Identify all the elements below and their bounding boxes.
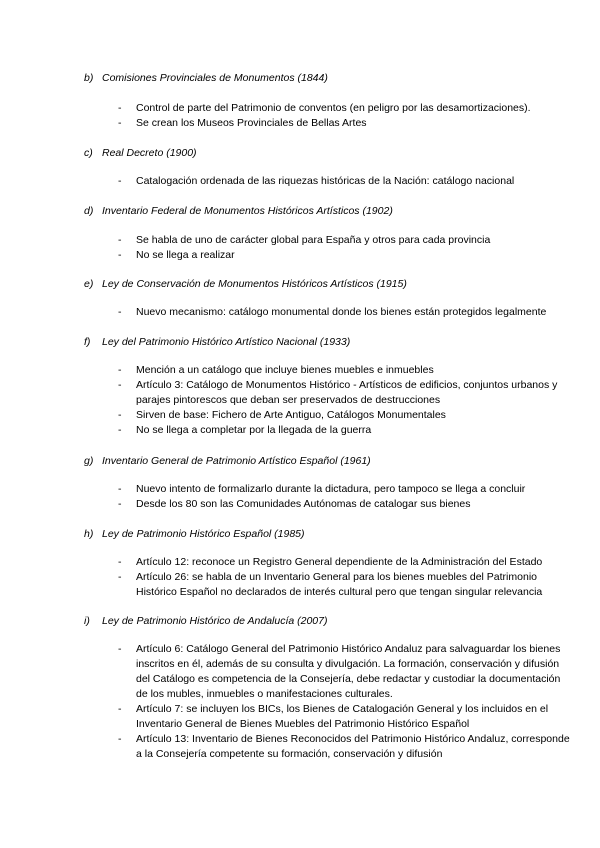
list-item	[0, 305, 600, 320]
list-item-text: Artículo 7: se incluyen los BICs, los Bienes de Catalogación General y los incluidos en el Inventario General de Bienes Muebles del Patrimonio Histórico Español	[136, 703, 549, 730]
section-letter: c)	[84, 147, 93, 159]
dash-bullet: -	[118, 643, 122, 655]
dash-bullet: -	[118, 234, 122, 246]
section-heading	[0, 203, 600, 219]
list-item-text: Artículo 12: reconoce un Registro General dependiente de la Administración del Estado	[136, 556, 543, 568]
bullet-list	[0, 482, 600, 512]
list-item-text: Mención a un catálogo que incluye bienes muebles e inmuebles	[136, 364, 434, 376]
section-letter: f)	[84, 336, 91, 348]
bullet-list	[0, 174, 600, 189]
section-heading	[0, 526, 600, 542]
section-f	[0, 334, 600, 436]
bullet-list	[0, 305, 600, 320]
list-item-text: Control de parte del Patrimonio de conventos (en peligro por las desamortizaciones).	[136, 102, 531, 114]
dash-bullet: -	[118, 556, 122, 568]
list-item	[0, 642, 600, 702]
list-item	[0, 702, 600, 732]
section-title: Ley de Patrimonio Histórico Español (1985)	[102, 528, 305, 540]
section-title: Ley de Patrimonio Histórico de Andalucía (2007)	[102, 615, 328, 627]
list-item-text: Artículo 13: Inventario de Bienes Reconocidos del Patrimonio Histórico Andaluz, corresponde a la Consejería competente su formación, conservación y difusión	[136, 733, 570, 760]
list-item	[0, 101, 600, 116]
section-c	[0, 145, 600, 187]
list-item-text: Artículo 6: Catálogo General del Patrimonio Histórico Andaluz para salvaguardar los bienes inscritos en él, además de su consulta y divulgación. La formación, conservación y difusión del Catálogo es competencia de la Consejería, debe redactar y custodiar la documentación de los mubles, inmuebles o manifestaciones culturales.	[136, 643, 561, 700]
section-d	[0, 203, 600, 261]
list-item-text: Sirven de base: Fichero de Arte Antiguo, Catálogos Monumentales	[136, 409, 446, 421]
section-heading	[0, 70, 600, 86]
dash-bullet: -	[118, 102, 122, 114]
dash-bullet: -	[118, 117, 122, 129]
list-item-text: No se llega a realizar	[136, 249, 235, 261]
dash-bullet: -	[118, 409, 122, 421]
dash-bullet: -	[118, 571, 122, 583]
bullet-list	[0, 363, 600, 438]
list-item	[0, 248, 600, 263]
list-item	[0, 555, 600, 570]
section-title: Ley de Conservación de Monumentos Históricos Artísticos (1915)	[102, 278, 407, 290]
list-item-text: Se crean los Museos Provinciales de Bellas Artes	[136, 117, 367, 129]
dash-bullet: -	[118, 424, 122, 436]
list-item	[0, 408, 600, 423]
list-item	[0, 482, 600, 497]
section-title: Real Decreto (1900)	[102, 147, 197, 159]
section-letter: e)	[84, 278, 94, 290]
list-item-text: Artículo 3: Catálogo de Monumentos Histórico - Artísticos de edificios, conjuntos urbanos y parajes pintorescos que deban ser preservados de destrucciones	[136, 379, 558, 406]
dash-bullet: -	[118, 733, 122, 745]
section-title: Comisiones Provinciales de Monumentos (1844)	[102, 72, 328, 84]
list-item	[0, 233, 600, 248]
section-h	[0, 526, 600, 598]
section-letter: g)	[84, 455, 94, 467]
list-item-text: No se llega a completar por la llegada de la guerra	[136, 424, 372, 436]
list-item	[0, 732, 600, 762]
list-item-text: Desde los 80 son las Comunidades Autónomas de catalogar sus bienes	[136, 498, 471, 510]
section-title: Inventario General de Patrimonio Artístico Español (1961)	[102, 455, 371, 467]
section-letter: b)	[84, 72, 94, 84]
list-item-text: Catalogación ordenada de las riquezas históricas de la Nación: catálogo nacional	[136, 175, 515, 187]
section-heading	[0, 276, 600, 292]
bullet-list	[0, 642, 600, 762]
bullet-list	[0, 233, 600, 263]
dash-bullet: -	[118, 175, 122, 187]
list-item	[0, 378, 600, 408]
dash-bullet: -	[118, 379, 122, 391]
section-letter: h)	[84, 528, 94, 540]
dash-bullet: -	[118, 306, 122, 318]
bullet-list	[0, 555, 600, 600]
list-item-text: Nuevo intento de formalizarlo durante la dictadura, pero tampoco se llega a concluir	[136, 483, 526, 495]
section-heading	[0, 613, 600, 629]
dash-bullet: -	[118, 483, 122, 495]
section-b	[0, 70, 600, 129]
list-item	[0, 363, 600, 378]
section-i	[0, 613, 600, 760]
list-item-text: Nuevo mecanismo: catálogo monumental donde los bienes están protegidos legalmente	[136, 306, 547, 318]
section-letter: i)	[84, 615, 90, 627]
list-item	[0, 497, 600, 512]
section-heading	[0, 453, 600, 469]
section-heading	[0, 334, 600, 350]
section-heading	[0, 145, 600, 161]
section-e	[0, 276, 600, 318]
dash-bullet: -	[118, 364, 122, 376]
section-title: Ley del Patrimonio Histórico Artístico Nacional (1933)	[102, 336, 351, 348]
dash-bullet: -	[118, 249, 122, 261]
list-item	[0, 423, 600, 438]
list-item-text: Se habla de uno de carácter global para España y otros para cada provincia	[136, 234, 491, 246]
list-item	[0, 174, 600, 189]
list-item-text: Artículo 26: se habla de un Inventario General para los bienes muebles del Patrimonio Histórico Español no declarados de interés cultural pero que tengan singular relevancia	[136, 571, 543, 598]
list-item	[0, 116, 600, 131]
dash-bullet: -	[118, 703, 122, 715]
section-letter: d)	[84, 205, 94, 217]
section-g	[0, 453, 600, 510]
dash-bullet: -	[118, 498, 122, 510]
bullet-list	[0, 101, 600, 131]
list-item	[0, 570, 600, 600]
section-title: Inventario Federal de Monumentos Históricos Artísticos (1902)	[102, 205, 393, 217]
